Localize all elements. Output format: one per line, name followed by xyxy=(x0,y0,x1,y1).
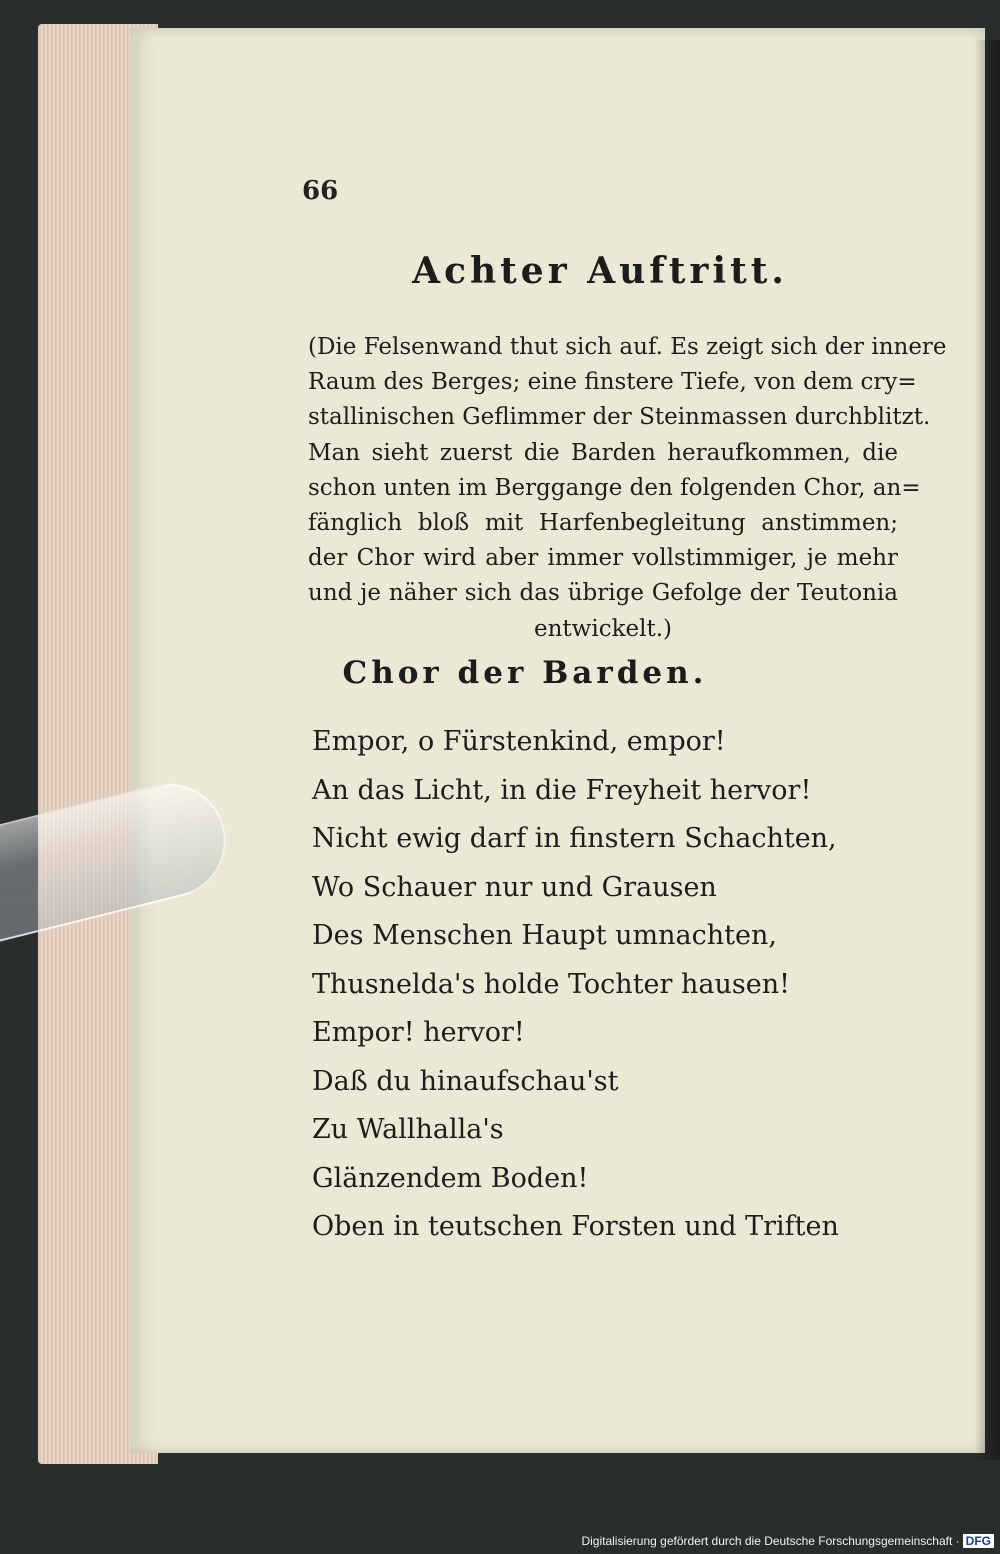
dfg-logo: DFG xyxy=(963,1534,994,1548)
stage-line: (Die Felsenwand thut sich auf. Es zeigt sich der innere xyxy=(308,334,947,360)
verse-line: Empor, o Fürstenkind, empor! xyxy=(312,726,726,757)
gutter-shadow xyxy=(975,40,1000,1460)
verse-line: Des Menschen Haupt umnachten, xyxy=(312,920,777,951)
verse-line: Daß du hinaufschau'st xyxy=(312,1065,619,1097)
verse-line: An das Licht, in die Freyheit hervor! xyxy=(312,774,812,806)
scene-heading: Achter Auftritt. xyxy=(412,250,788,292)
verse-block xyxy=(312,718,872,1252)
chorus-heading: Chor der Barden. xyxy=(342,655,708,691)
stage-line: fänglich bloß mit Harfenbegleitung anstimmen; xyxy=(308,510,898,537)
verse-line: Oben in teutschen Forsten und Triften xyxy=(312,1211,839,1242)
verse-line: Empor! hervor! xyxy=(312,1017,525,1048)
stage-line: schon unten im Berggange den folgenden Chor, an= xyxy=(308,474,921,501)
stage-line: und je näher sich das übrige Gefolge der Teutonia xyxy=(308,580,898,607)
stage-direction xyxy=(308,330,947,647)
verse-line: Wo Schauer nur und Grausen xyxy=(312,871,717,903)
stage-line: Man sieht zuerst die Barden heraufkommen, die xyxy=(308,439,898,466)
stage-line: entwickelt.) xyxy=(533,615,673,642)
verse-line: Zu Wallhalla's xyxy=(312,1114,504,1145)
stage-line: stallinischen Geflimmer der Steinmassen durchblitzt. xyxy=(308,404,931,431)
page-number: 66 xyxy=(302,176,339,206)
verse-line: Nicht ewig darf in finstern Schachten, xyxy=(312,823,837,854)
verse-line: Glänzendem Boden! xyxy=(312,1162,589,1194)
verse-line: Thusnelda's holde Tochter hausen! xyxy=(312,968,790,1000)
digitization-credit xyxy=(581,1534,994,1548)
stage-line: der Chor wird aber immer vollstimmiger, je mehr xyxy=(308,545,898,572)
credit-text: Digitalisierung gefördert durch die Deutsche Forschungsgemeinschaft · xyxy=(581,1534,960,1548)
stage-line: Raum des Berges; eine finstere Tiefe, von dem cry= xyxy=(308,369,917,396)
